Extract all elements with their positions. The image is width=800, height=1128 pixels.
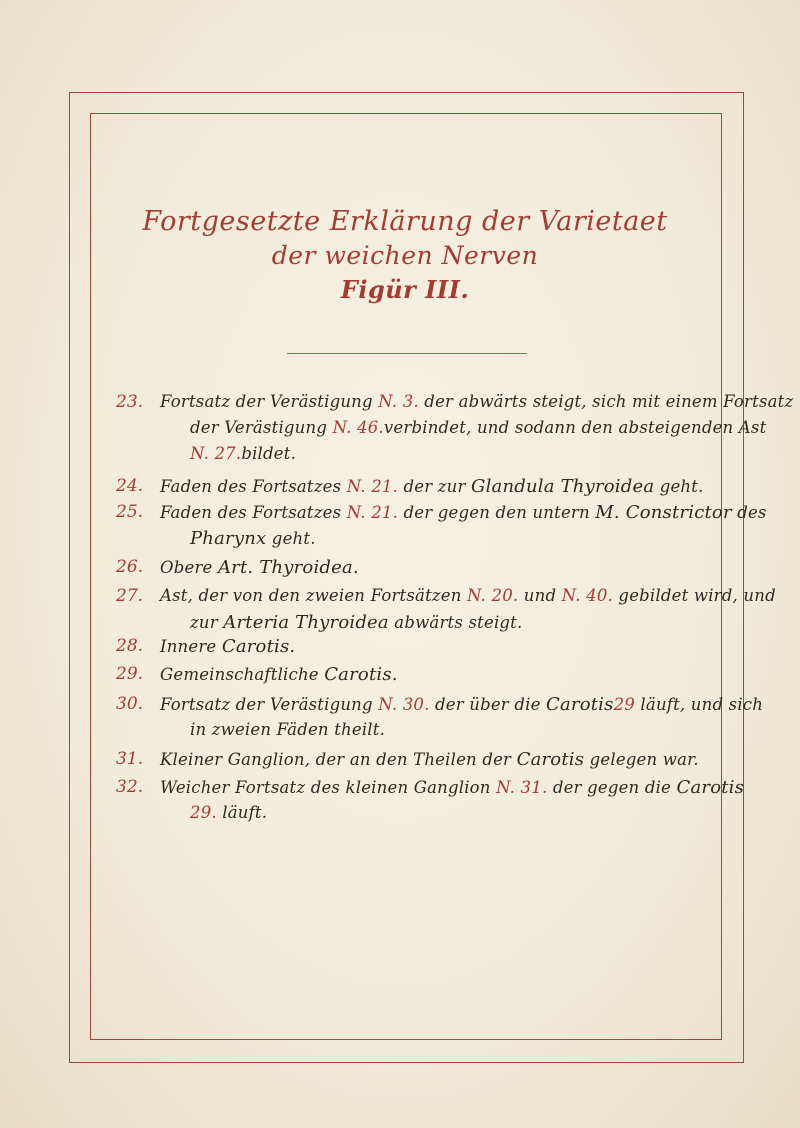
entry-text: geht. bbox=[654, 477, 704, 496]
latin-term: Glandula Thyroidea bbox=[471, 476, 655, 497]
reference-number: N. 46. bbox=[332, 418, 384, 437]
entry-text-line bbox=[160, 502, 767, 523]
entry-text: läuft, und sich bbox=[634, 695, 764, 714]
entry-number: 24. bbox=[116, 476, 144, 496]
entry-number: 30. bbox=[116, 694, 144, 714]
entry-text: abwärts steigt. bbox=[388, 613, 523, 632]
entry-text-line bbox=[190, 444, 296, 463]
entry-text-line bbox=[190, 612, 522, 633]
entry-text: des bbox=[731, 503, 767, 522]
reference-number: N. 40. bbox=[561, 586, 613, 605]
page-title bbox=[90, 205, 720, 307]
title-figure-label: Figür III. bbox=[340, 275, 470, 304]
entry-text-line bbox=[190, 528, 316, 549]
latin-term: Carotis. bbox=[324, 664, 398, 685]
reference-number: N. 21. bbox=[346, 503, 399, 522]
reference-number: N. 30. bbox=[378, 695, 430, 714]
entry-text: gebildet wird, und bbox=[612, 586, 776, 605]
entry-text: der über die bbox=[429, 695, 546, 714]
reference-number: 29 bbox=[613, 695, 635, 714]
entry-number: 32. bbox=[116, 777, 144, 797]
entry-text: der gegen die bbox=[547, 778, 677, 797]
latin-term: Carotis bbox=[546, 694, 614, 715]
entry-text: Faden des Fortsatzes bbox=[160, 477, 347, 496]
reference-number: N. 31. bbox=[496, 778, 548, 797]
entry-text-line bbox=[190, 803, 267, 822]
entry-text-line bbox=[160, 777, 744, 798]
entry-text: Kleiner Ganglion, der an den Theilen der bbox=[160, 750, 517, 769]
reference-number: 29. bbox=[190, 803, 217, 822]
latin-term: Pharynx bbox=[190, 528, 267, 549]
latin-term: M. Constrictor bbox=[595, 502, 732, 523]
entry-text-line bbox=[160, 476, 704, 497]
latin-term: Carotis. bbox=[221, 636, 296, 657]
entry-number: 25. bbox=[116, 502, 144, 522]
entry-text: verbindet, und sodann den absteigenden Ast bbox=[383, 418, 767, 437]
entry-number: 27. bbox=[116, 586, 144, 606]
entry-text: Gemeinschaftliche bbox=[160, 665, 325, 684]
title-line-2: der weichen Nerven bbox=[271, 241, 539, 270]
entry-text: zur bbox=[190, 613, 224, 632]
reference-number: N. 3. bbox=[378, 392, 419, 411]
entry-text: läuft. bbox=[216, 803, 268, 822]
entry-text-line bbox=[160, 749, 699, 770]
entry-text: Faden des Fortsatzes bbox=[160, 503, 347, 522]
entry-text-line bbox=[160, 557, 359, 578]
entry-text: in zweien Fäden theilt. bbox=[190, 720, 386, 739]
latin-term: Art. Thyroidea. bbox=[217, 557, 359, 578]
reference-number: N. 27. bbox=[190, 444, 242, 463]
latin-term: Arteria Thyroidea bbox=[223, 612, 389, 633]
entry-text: Innere bbox=[160, 637, 222, 656]
entry-text: Fortsatz der Verästigung bbox=[160, 695, 379, 714]
entry-text-line bbox=[190, 418, 766, 437]
reference-number: N. 20. bbox=[467, 586, 519, 605]
entry-number: 31. bbox=[116, 749, 144, 769]
title-divider bbox=[287, 353, 527, 354]
entry-text: Ast, der von den zweien Fortsätzen bbox=[160, 586, 468, 605]
entry-text: der gegen den untern bbox=[398, 503, 596, 522]
entry-text-line bbox=[190, 720, 385, 739]
entry-text: und bbox=[518, 586, 562, 605]
entry-text: geht. bbox=[266, 529, 316, 548]
title-line-1: Fortgesetzte Erklärung der Varietaet bbox=[142, 206, 668, 237]
entry-text: bildet. bbox=[241, 444, 297, 463]
entry-text: Weicher Fortsatz des kleinen Ganglion bbox=[160, 778, 497, 797]
entry-text: der Verästigung bbox=[190, 418, 333, 437]
entry-text: der abwärts steigt, sich mit einem Fortsatz bbox=[418, 392, 794, 411]
entry-text: gelegen war. bbox=[584, 750, 699, 769]
entry-number: 28. bbox=[116, 636, 144, 656]
entry-number: 29. bbox=[116, 664, 144, 684]
entry-number: 26. bbox=[116, 557, 144, 577]
entry-text-line bbox=[160, 636, 295, 657]
entry-text-line bbox=[160, 392, 793, 411]
entry-text: Obere bbox=[160, 558, 218, 577]
entry-text-line bbox=[160, 586, 776, 605]
latin-term: Carotis bbox=[516, 749, 585, 770]
entry-text-line bbox=[160, 694, 763, 715]
entry-text: der zur bbox=[398, 477, 471, 496]
entry-text-line bbox=[160, 664, 398, 685]
entry-number: 23. bbox=[116, 392, 144, 412]
entry-text: Fortsatz der Verästigung bbox=[160, 392, 379, 411]
latin-term: Carotis bbox=[676, 777, 745, 798]
reference-number: N. 21. bbox=[346, 477, 399, 496]
